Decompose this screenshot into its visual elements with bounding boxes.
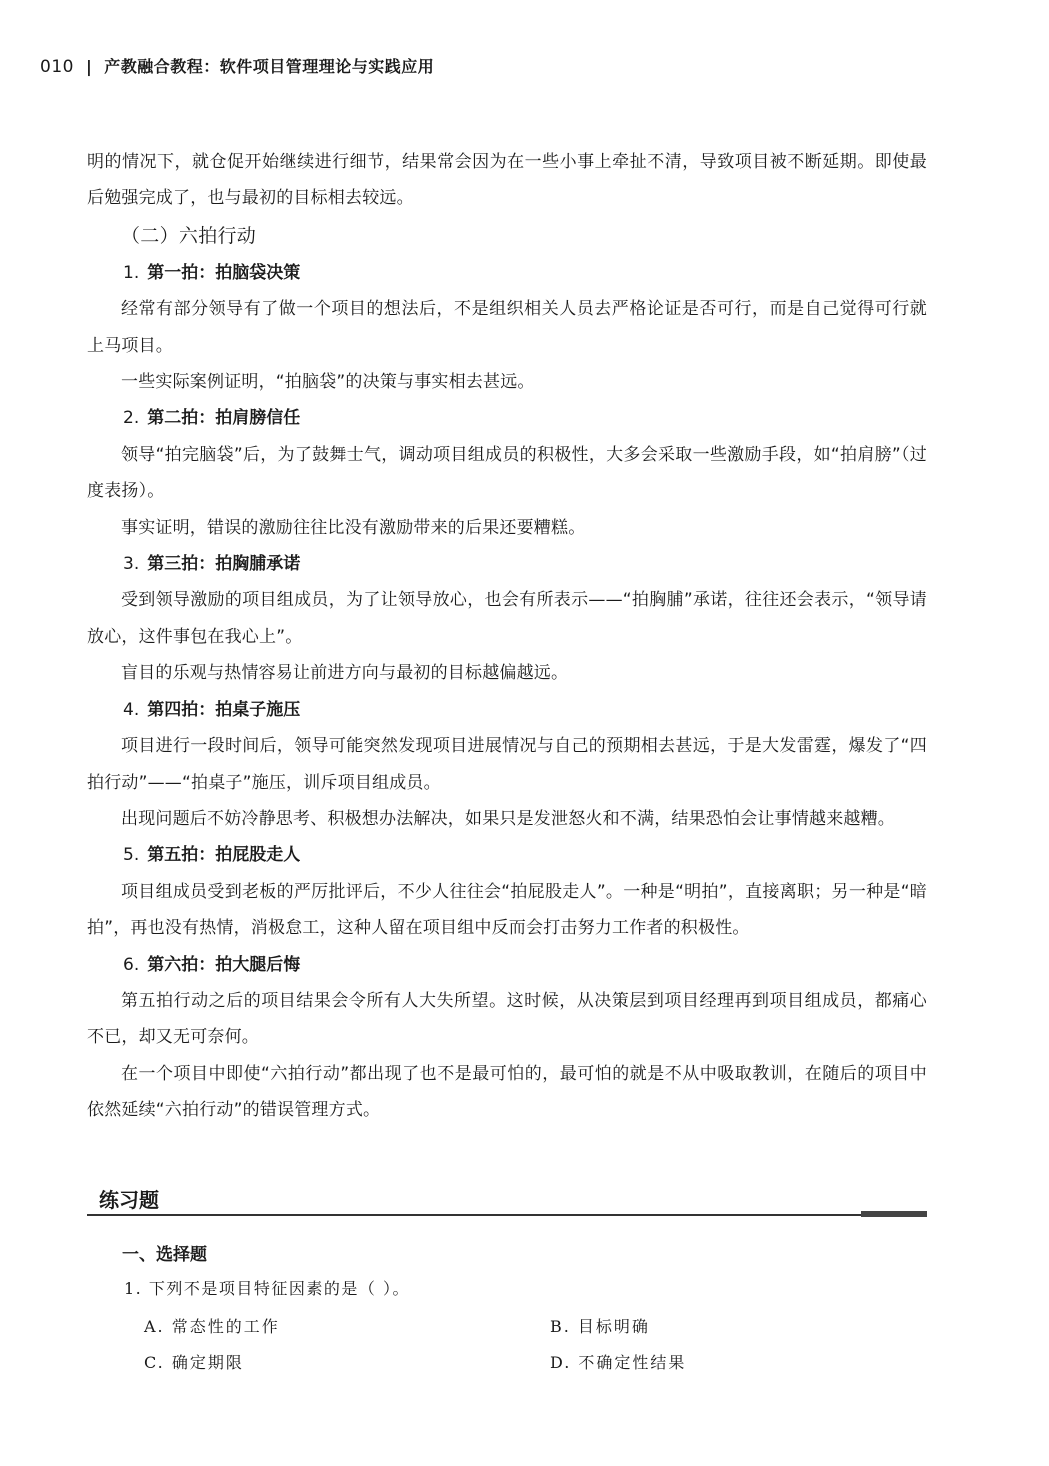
intro-paragraph: 明的情况下，就仓促开始继续进行细节，结果常会因为在一些小事上牵扯不清，导致项目被不断延期。即使最后勉强完成了，也与最初的目标相去较远。 <box>87 152 927 209</box>
multiple-choice-heading: 一、选择题 <box>122 1245 207 1265</box>
paragraph: 受到领导激励的项目组成员，为了让领导放心，也会有所表示——“拍胸脯”承诺，往往还会表示，“领导请放心，这件事包在我心上”。 <box>87 590 927 647</box>
paragraph: 第五拍行动之后的项目结果会令所有人大失所望。这时候，从决策层到项目经理再到项目组成员，都痛心不已，却又无可奈何。 <box>87 990 927 1048</box>
heading-number: 6. <box>123 954 140 975</box>
heading-number: 4. <box>123 699 140 720</box>
heading-number: 3. <box>123 554 140 575</box>
question-1: 1. 下列不是项目特征因素的是（ ）。 <box>124 1279 410 1298</box>
heading-number: 5. <box>123 845 140 866</box>
section-rule-accent <box>861 1211 927 1217</box>
header-separator: | <box>85 57 93 76</box>
exercises-title: 练习题 <box>99 1188 159 1212</box>
body-text <box>87 144 927 1129</box>
paragraph: 项目进行一段时间后，领导可能突然发现项目进展情况与自己的预期相去甚远，于是大发雷霆，爆发了“四拍行动”——“拍桌子”施压，训斥项目组成员。 <box>87 736 927 793</box>
section-rule <box>87 1214 927 1216</box>
book-title: 产教融合教程：软件项目管理理论与实践应用 <box>104 57 435 76</box>
heading-number: 1. <box>123 262 140 283</box>
heading-text: 第二拍：拍肩膀信任 <box>147 408 301 429</box>
heading-fifth-pat <box>87 837 927 873</box>
option-c: C. 确定期限 <box>144 1353 244 1372</box>
heading-text: 第五拍：拍屁股走人 <box>147 845 301 866</box>
paragraph: 经常有部分领导有了做一个项目的想法后，不是组织相关人员去严格论证是否可行，而是自己觉得可行就上马项目。 <box>87 299 927 356</box>
heading-fourth-pat <box>87 692 927 728</box>
heading-first-pat <box>87 255 927 291</box>
heading-text: 第六拍：拍大腿后悔 <box>147 954 301 975</box>
option-a: A. 常态性的工作 <box>144 1317 280 1336</box>
paragraph: 领导“拍完脑袋”后，为了鼓舞士气，调动项目组成员的积极性，大多会采取一些激励手段，如“拍肩膀”（过度表扬）。 <box>87 444 927 502</box>
option-d: D. 不确定性结果 <box>550 1353 687 1372</box>
heading-text: 第一拍：拍脑袋决策 <box>147 262 301 283</box>
heading-second-pat <box>87 400 927 436</box>
paragraph: 事实证明，错误的激励往往比没有激励带来的后果还要糟糕。 <box>121 517 586 538</box>
heading-number: 2. <box>123 408 140 429</box>
heading-third-pat <box>87 546 927 582</box>
paragraph: 一些实际案例证明，“拍脑袋”的决策与事实相去甚远。 <box>121 372 535 393</box>
paragraph: 在一个项目中即使“六拍行动”都出现了也不是最可怕的，最可怕的就是不从中吸取教训，在随后的项目中依然延续“六拍行动”的错误管理方式。 <box>87 1063 927 1121</box>
paragraph: 出现问题后不妨冷静思考、积极想办法解决，如果只是发泄怒火和不满，结果恐怕会让事情越来越糟。 <box>121 808 895 829</box>
paragraph: 盲目的乐观与热情容易让前进方向与最初的目标越偏越远。 <box>121 663 569 684</box>
heading-text: 第三拍：拍胸脯承诺 <box>147 554 301 575</box>
heading-text: 第四拍：拍桌子施压 <box>147 699 301 720</box>
running-header <box>40 54 434 77</box>
option-b: B. 目标明确 <box>550 1317 650 1336</box>
exercises-section-header <box>87 1178 927 1218</box>
heading-sixth-pat <box>87 947 927 983</box>
paragraph: 项目组成员受到老板的严厉批评后，不少人往往会“拍屁股走人”。一种是“明拍”，直接离职；另一种是“暗拍”，再也没有热情，消极怠工，这种人留在项目组中反而会打击努力工作者的积极性。 <box>87 881 927 939</box>
section-heading: （二）六拍行动 <box>121 224 257 247</box>
page-number: 010 <box>40 57 74 77</box>
